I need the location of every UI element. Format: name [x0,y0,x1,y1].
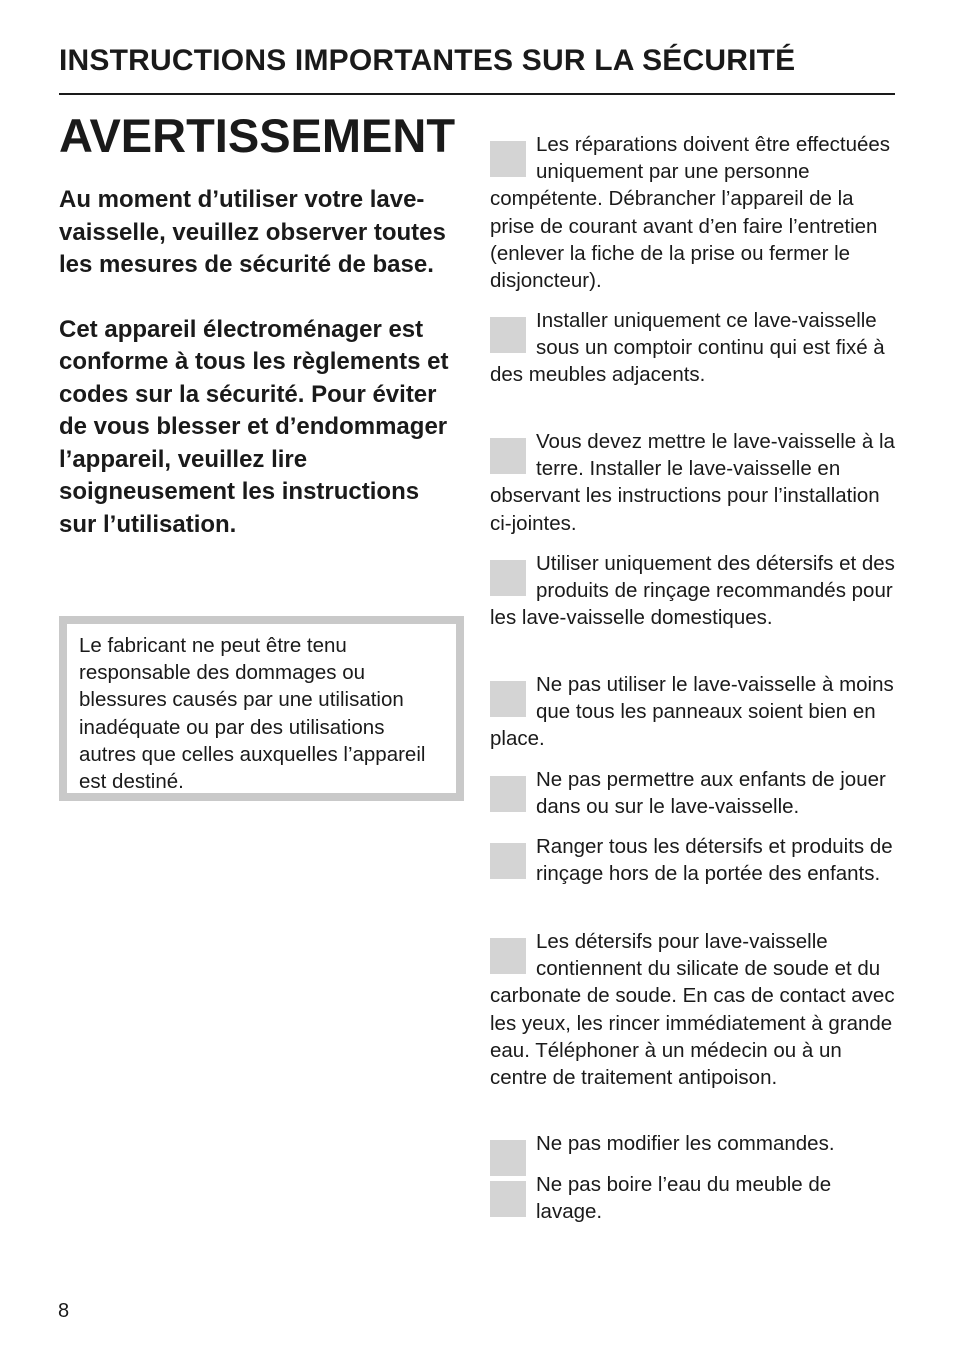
intro-paragraph-2: Cet appareil électroménager est conforme à tous les règlements et codes sur la sécurité. Pour éviter de vous blesser et d’endommager l’appareil, veuillez lire soigneusement les instructions sur l’utilisation. [59,315,449,538]
liability-notice-text: Le fabricant ne peut être tenu responsable des dommages ou blessures causés par une utilisation inadéquate ou par des utilisations autres que celles auxquelles l’appareil est destiné. [79,634,426,794]
safety-item [490,1171,895,1225]
grey-square-bullet-icon [490,1181,526,1217]
safety-item [490,671,895,753]
grey-square-bullet-icon [490,141,526,177]
safety-item-text: Ranger tous les détersifs et produits de rinçage hors de la portée des enfants. [536,835,893,886]
page-title: AVERTISSEMENT [59,109,456,162]
safety-item-text: Les réparations doivent être effectuées uniquement par une personne compétente. Débrancher l’appareil de la prise de courant avant d’en faire l’entretien (enlever la fiche de la prise ou fermer le disjoncteur). [490,133,891,293]
grey-square-bullet-icon [490,938,526,974]
safety-item [490,1130,895,1176]
safety-item-text: Utiliser uniquement des détersifs et des produits de rinçage recommandés pour les lave-vaisselle domestiques. [490,552,895,630]
safety-item-text: Installer uniquement ce lave-vaisselle sous un comptoir continu qui est fixé à des meubles adjacents. [490,309,885,387]
safety-item-text: Ne pas permettre aux enfants de jouer dans ou sur le lave-vaisselle. [536,768,886,819]
section-header: INSTRUCTIONS IMPORTANTES SUR LA SÉCURITÉ [59,44,796,77]
intro-column [59,184,459,541]
grey-square-bullet-icon [490,317,526,353]
safety-item-text: Ne pas boire l’eau du meuble de lavage. [536,1173,832,1224]
grey-square-bullet-icon [490,438,526,474]
intro-paragraph-1: Au moment d’utiliser votre lave-vaisselle, veuillez observer toutes les mesures de sécurité de base. [59,186,446,278]
safety-item [490,307,895,389]
liability-notice-box [59,616,464,801]
grey-square-bullet-icon [490,681,526,717]
safety-item [490,131,895,294]
safety-item [490,766,895,820]
safety-item [490,550,895,632]
safety-item-text: Vous devez mettre le lave-vaisselle à la terre. Installer le lave-vaisselle en observant les instructions pour l’installation ci-jointes. [490,430,895,535]
safety-item-text: Ne pas modifier les commandes. [536,1132,835,1155]
grey-square-bullet-icon [490,843,526,879]
page-number: 8 [58,1300,70,1322]
header-divider [59,93,895,95]
safety-item-text: Les détersifs pour lave-vaisselle contiennent du silicate de soude et du carbonate de soude. En cas de contact avec les yeux, les rincer immédiatement à grande eau. Téléphoner à un médecin ou à un centre de traitement antipoison. [490,930,895,1090]
grey-square-bullet-icon [490,560,526,596]
safety-item [490,428,895,537]
safety-item-text: Ne pas utiliser le lave-vaisselle à moins que tous les panneaux soient bien en place. [490,673,894,751]
safety-item [490,833,895,887]
grey-square-bullet-icon [490,776,526,812]
safety-item [490,928,895,1091]
